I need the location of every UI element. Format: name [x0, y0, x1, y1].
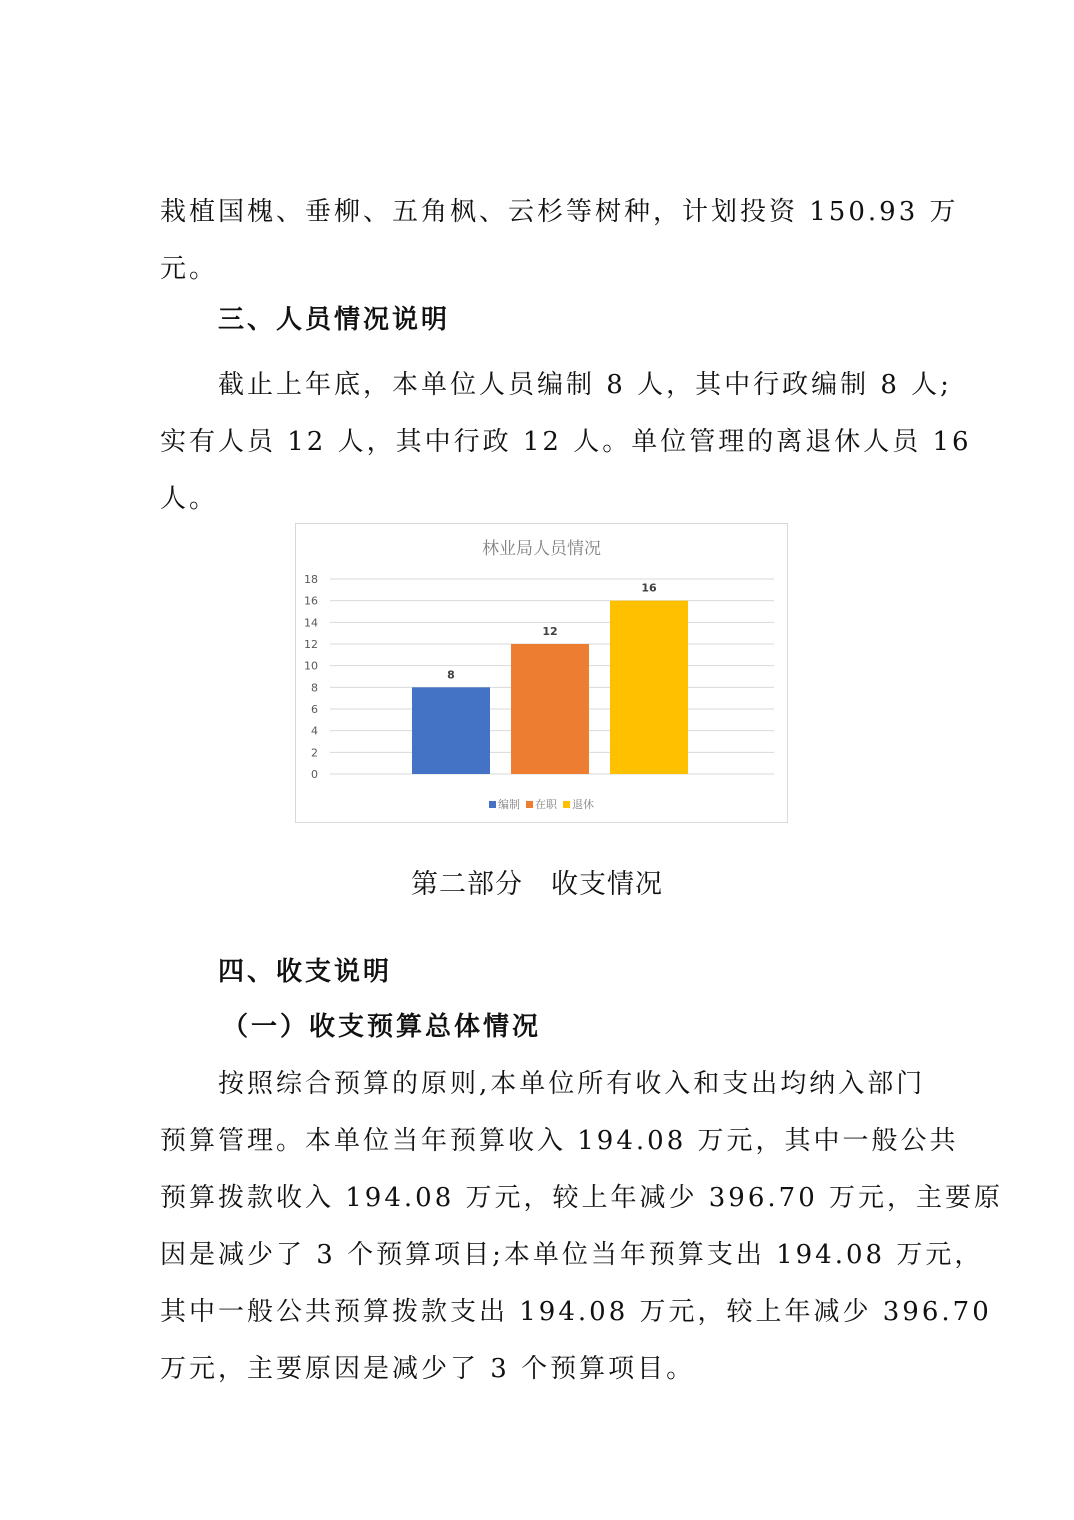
paragraph-line: 元。 [160, 254, 219, 284]
paragraph-line: 截止上年底，本单位人员编制 8 人，其中行政编制 8 人; [218, 370, 952, 400]
y-tick-label: 16 [304, 594, 318, 608]
y-tick-label: 18 [304, 573, 318, 586]
y-tick-label: 6 [311, 703, 318, 716]
y-tick-label: 4 [311, 724, 318, 738]
legend-item [489, 796, 520, 812]
paragraph-line: 万元，主要原因是减少了 3 个预算项目。 [160, 1354, 696, 1384]
legend-swatch [526, 801, 533, 808]
legend-item [563, 796, 594, 812]
paragraph-line: 实有人员 12 人，其中行政 12 人。单位管理的离退休人员 16 [160, 427, 972, 457]
legend-item [526, 796, 557, 812]
y-tick-label: 10 [304, 659, 318, 673]
legend-label: 退休 [572, 798, 594, 811]
legend-label: 在职 [535, 798, 557, 811]
paragraph-line: 人。 [160, 484, 219, 514]
legend-swatch [489, 801, 496, 808]
bar-在职 [511, 644, 589, 774]
bar-编制 [412, 687, 490, 774]
paragraph-line: 因是减少了 3 个预算项目;本单位当年预算支出 194.08 万元， [160, 1240, 984, 1270]
data-label: 16 [641, 581, 657, 595]
data-label: 8 [447, 668, 455, 682]
staff-bar-chart [295, 523, 788, 823]
part-title: 第二部分 收支情况 [411, 869, 663, 900]
bar-退休 [610, 601, 688, 774]
y-tick-label: 2 [311, 746, 318, 760]
paragraph-line: 其中一般公共预算拨款支出 194.08 万元，较上年减少 396.70 [160, 1297, 992, 1327]
legend-label: 编制 [498, 798, 520, 811]
y-tick-label: 12 [304, 638, 318, 651]
paragraph-line: 按照综合预算的原则,本单位所有收入和支出均纳入部门 [218, 1069, 926, 1099]
y-tick-label: 14 [304, 616, 318, 630]
data-label: 12 [542, 625, 558, 638]
paragraph-line: 预算管理。本单位当年预算收入 194.08 万元，其中一般公共 [160, 1126, 959, 1156]
chart-title: 林业局人员情况 [482, 539, 601, 559]
paragraph-line: 预算拨款收入 194.08 万元，较上年减少 396.70 万元，主要原 [160, 1183, 1004, 1213]
section-heading-4: 四、收支说明 [218, 957, 393, 987]
chart-plot [296, 524, 789, 824]
subsection-heading: （一）收支预算总体情况 [222, 1012, 542, 1042]
paragraph-line: 栽植国槐、垂柳、五角枫、云杉等树种，计划投资 150.93 万 [160, 197, 959, 227]
section-heading-3: 三、人员情况说明 [218, 305, 451, 335]
legend-swatch [563, 801, 570, 808]
y-tick-label: 0 [311, 768, 318, 781]
chart-legend [296, 796, 787, 812]
y-tick-label: 8 [311, 681, 318, 695]
